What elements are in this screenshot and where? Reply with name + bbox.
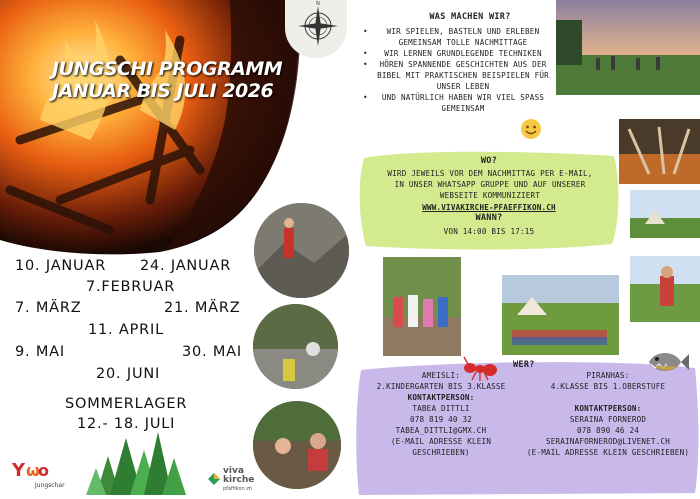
piranhas-phone: 078 890 46 24 [576, 426, 640, 435]
smiley-icon [520, 118, 542, 140]
svg-text:Y: Y [12, 460, 26, 480]
activity-item: • WIR SPIELEN, BASTELN UND ERLEBEN GEMEINSAM TOLLE NACHMITTAGE [360, 26, 552, 48]
piranhas-block [518, 370, 698, 458]
date-item: 21. MÄRZ [164, 300, 241, 316]
piranhas-contact-label: KONTAKTPERSON: [574, 404, 642, 413]
group-game-photo [253, 304, 338, 389]
program-title-line1: JUNGSCHI PROGRAMM [52, 58, 283, 80]
activities-list [360, 26, 552, 114]
viva-line2: kirche [223, 475, 255, 485]
ameisli-email-note: (E-MAIL ADRESSE KLEIN GESCHRIEBEN) [390, 437, 492, 457]
costume-photo [630, 256, 700, 322]
activity-item: • WIR LERNEN GRUNDLEGENDE TECHNIKEN [360, 48, 552, 59]
ameisli-contact-name: TABEA DITTLI [412, 404, 470, 413]
activity-item: • UND NATÜRLICH HABEN WIR VIEL SPASS GEMEINSAM [360, 92, 552, 114]
svg-text:N: N [316, 1, 320, 7]
svg-text:ω: ω [26, 461, 40, 480]
date-item: 11. APRIL [88, 322, 164, 338]
where-heading: WO? [480, 156, 498, 166]
compass-icon [285, 0, 347, 58]
date-item: 10. JANUAR [15, 258, 107, 274]
date-item: 7.FEBRUAR [86, 279, 176, 295]
ameisli-block [375, 370, 507, 458]
date-item: 9. MAI [15, 344, 65, 360]
viva-line1: viva [223, 466, 244, 476]
program-title-line2: JANUAR BIS JULI 2026 [52, 80, 274, 102]
fire-cooking-photo [619, 119, 700, 184]
vivakirche-logo [206, 467, 266, 495]
camp-group-photo [502, 275, 619, 355]
piranhas-email-note: (E-MAIL ADRESSE KLEIN GESCHRIEBEN) [526, 448, 690, 457]
ameisli-ages: 2.KINDERGARTEN BIS 3.KLASSE [376, 382, 506, 391]
ameisli-email: TABEA_DITTLI@GMX.CH [395, 426, 487, 435]
trees-illustration [86, 428, 188, 495]
date-item: 30. MAI [182, 344, 242, 360]
what-heading: WAS MACHEN WIR? [429, 12, 511, 22]
who-heading: WER? [513, 360, 535, 370]
viva-line3: pfäffikon zh [223, 486, 253, 492]
ameisli-contact-label: KONTAKTPERSON: [407, 393, 475, 402]
who-box [355, 358, 700, 495]
climbing-photo [254, 203, 349, 298]
evening-group-photo [556, 0, 700, 95]
piranhas-contact-name: SERAINA FORNEROD [569, 415, 647, 424]
date-item: 7. MÄRZ [15, 300, 82, 316]
when-text: VON 14:00 BIS 17:15 [443, 227, 535, 236]
where-text: WIRD JEWEILS VOR DEM NACHMITTAG PER E-MAIL, IN UNSER WHATSAPP GRUPPE UND AUF UNSERER WEBSEITE KOMMUNIZIERT [387, 169, 593, 200]
ameisli-group-name: AMEISLI: [421, 371, 461, 380]
website-link[interactable]: WWW.VIVAKIRCHE-PFAEFFIKON.CH [422, 203, 556, 212]
when-heading: WANN? [475, 213, 503, 223]
summer-camp-title: SOMMERLAGER [65, 396, 188, 412]
summer-camp-dates: 12.- 18. JULI [77, 416, 176, 432]
crafting-photo [253, 401, 341, 489]
children-group-photo [383, 257, 461, 356]
jungschar-logo [12, 458, 72, 492]
piranhas-group-name: PIRANHAS: [586, 371, 630, 380]
piranhas-email: SERAINAFORNEROD@LIVENET.CH [545, 437, 671, 446]
date-item: 20. JUNI [96, 366, 161, 382]
activity-item: • HÖREN SPANNENDE GESCHICHTEN AUS DER BIBEL MIT PRAKTISCHEN BEISPIELEN FÜR UNSER LEBEN [360, 59, 552, 92]
svg-text:o: o [38, 461, 49, 480]
where-when-box [356, 148, 622, 252]
ameisli-phone: 078 819 40 32 [409, 415, 473, 424]
jungschar-name: Jungschar [35, 482, 65, 489]
piranhas-ages: 4.KLASSE BIS 1.OBERSTUFE [550, 382, 666, 391]
tent-field-photo [630, 190, 700, 238]
date-item: 24. JANUAR [140, 258, 232, 274]
